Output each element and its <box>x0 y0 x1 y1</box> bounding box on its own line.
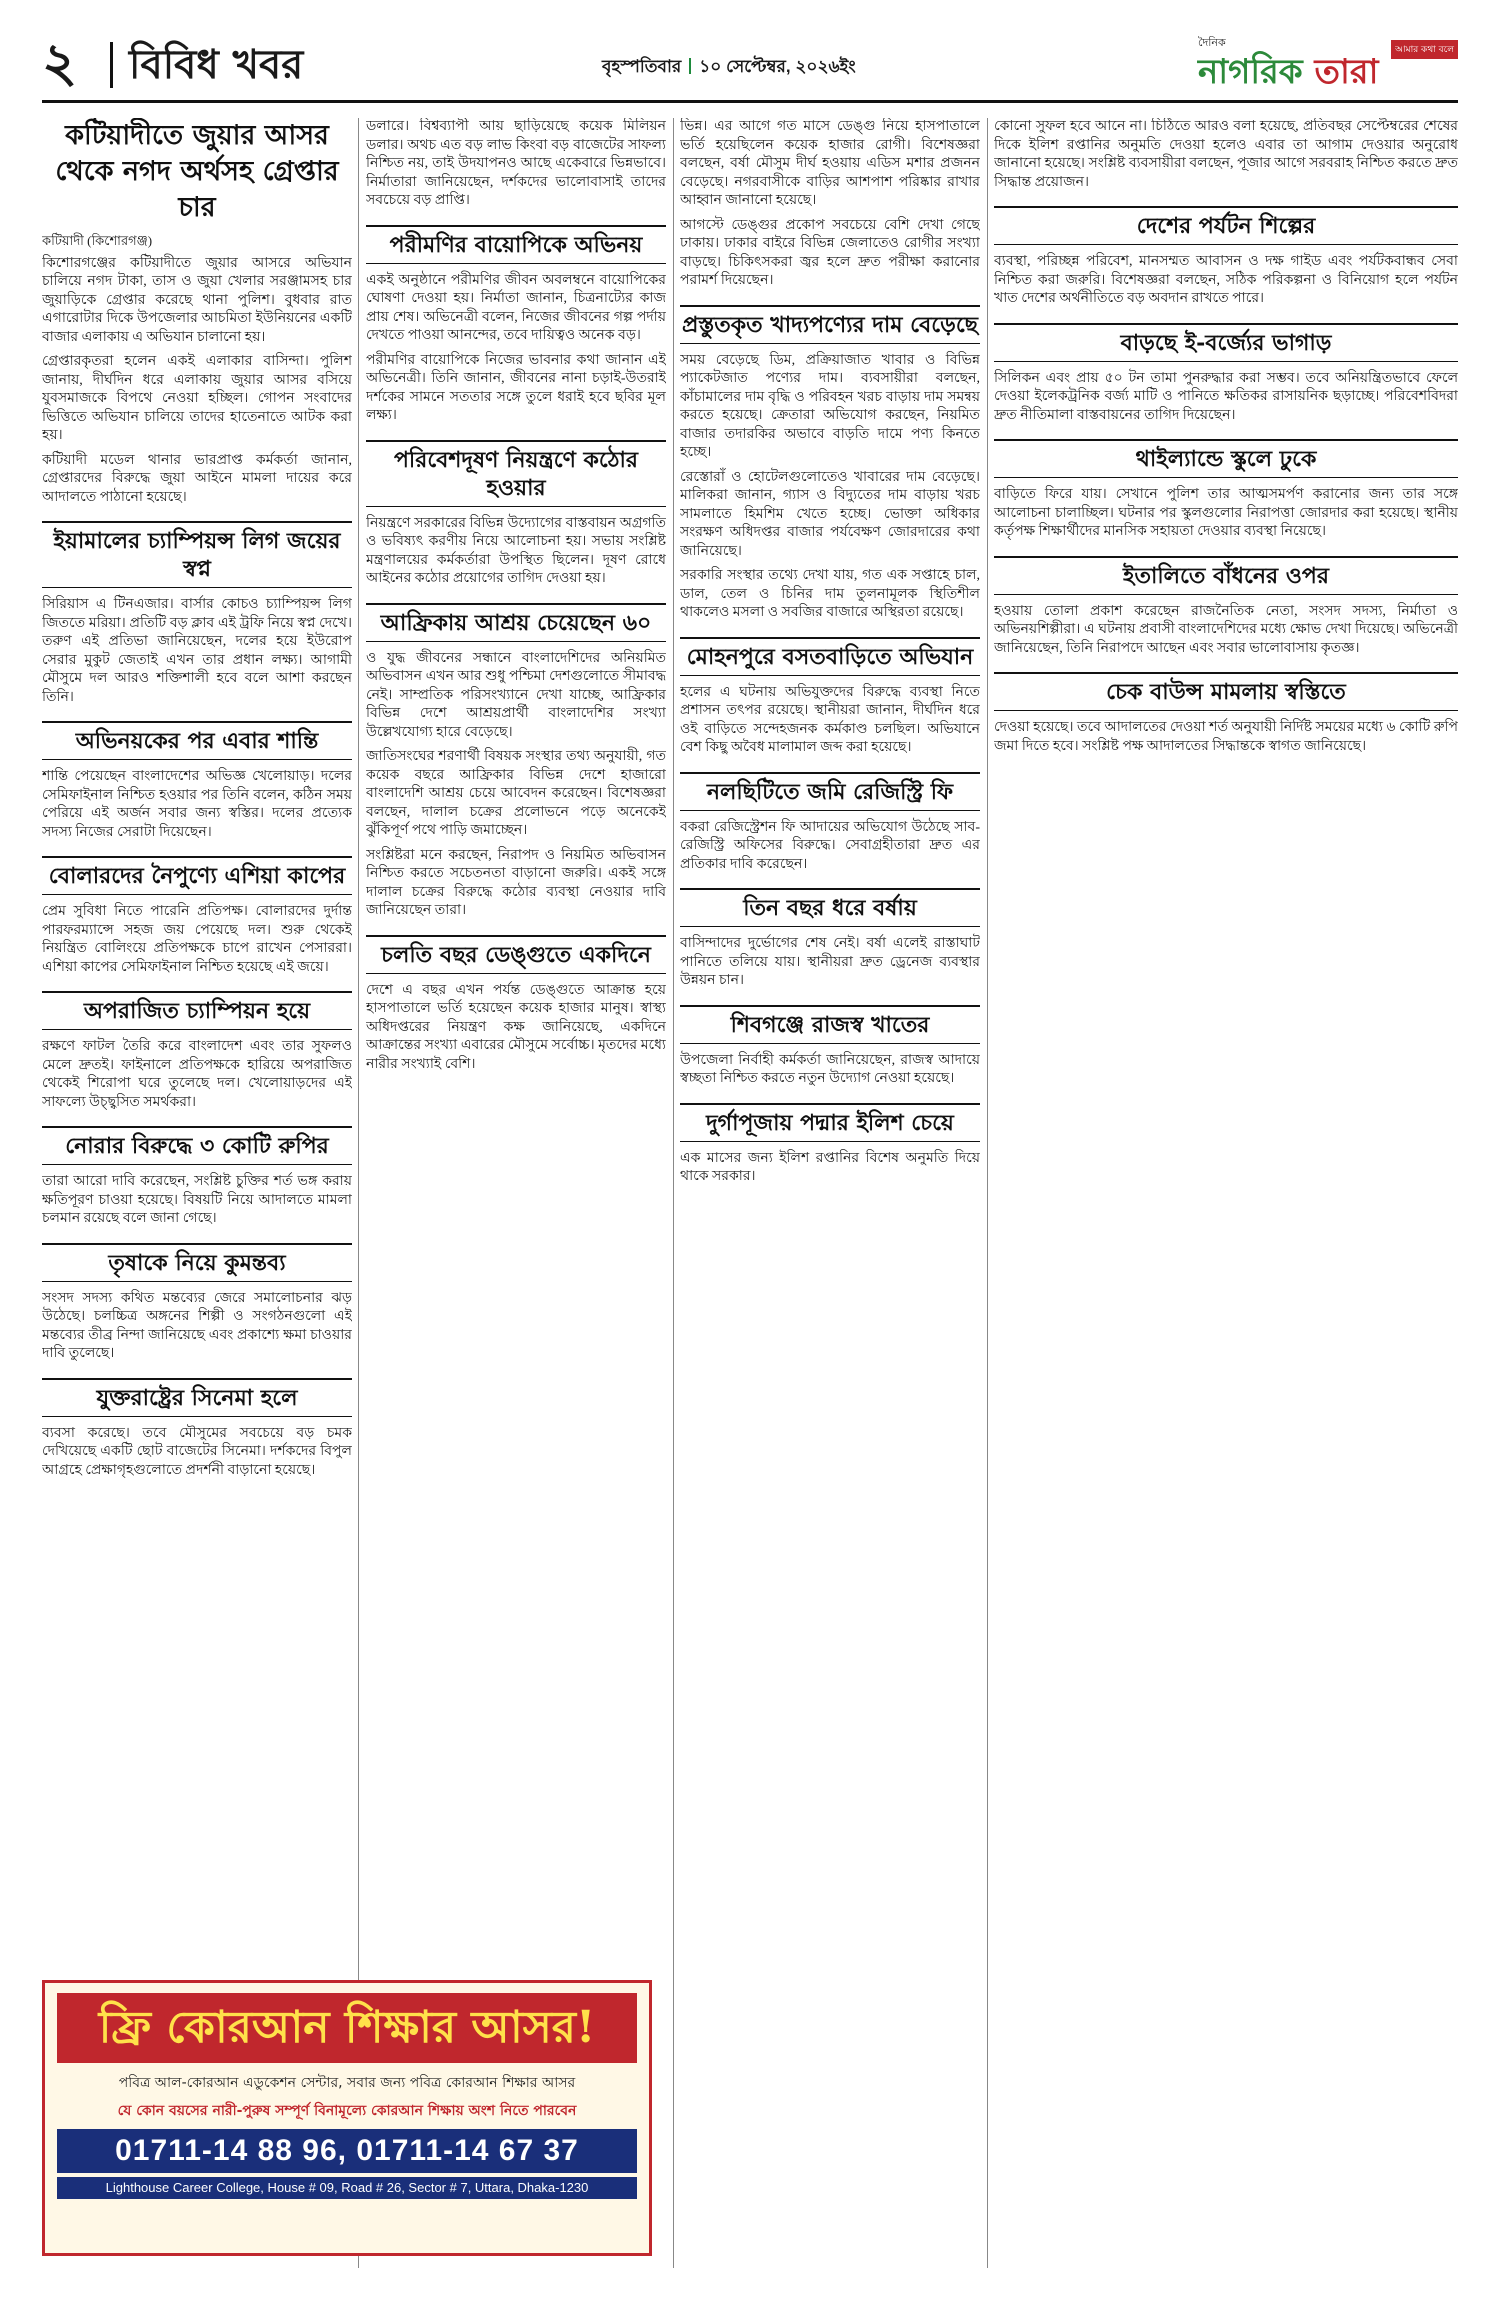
article-paragraph: সিরিয়াস এ টিনএজার। বার্সার কোচও চ্যাম্পিয়ন্স লিগ জিততে মরিয়া। প্রতিটি বড় ক্লাব এই ট্রফি নিয়ে স্বপ্ন দেখে। তরুণ এই প্রতিভা জানিয়েছেন, দলের হয়ে ইউরোপ সেরার মুকুট জেতাই এখন তার প্রধান লক্ষ্য। আগামী মৌসুমে দল আরও শক্তিশালী হবে বলে আশা করছেন তিনি। <box>42 597 352 705</box>
article-paragraph: হওয়ায় তোলা প্রকাশ করেছেন রাজনৈতিক নেতা, সংসদ সদস্য, নির্মাতা ও অভিনয়শিল্পীরা। এ ঘটনায় প্রবাসী বাংলাদেশিদের মধ্যে ক্ষোভ দেখা দিয়েছে। অভিনেত্রী জানিয়েছেন, তিনি নিরাপদে আছেন এবং সবার ভালোবাসায় কৃতজ্ঞ। <box>994 603 1458 656</box>
article-paragraph: উপজেলা নির্বাহী কর্মকর্তা জানিয়েছেন, রাজস্ব আদায়ে স্বচ্ছতা নিশ্চিত করতে নতুন উদ্যোগ নেওয়া হয়েছে। <box>680 1052 980 1086</box>
article-headline[interactable]: দুর্গাপূজায় পদ্মার ইলিশ চেয়ে <box>680 1103 980 1142</box>
date-separator <box>689 58 691 74</box>
column-1 <box>42 118 352 1968</box>
article-paragraph: শান্তি পেয়েছেন বাংলাদেশের অভিজ্ঞ খেলোয়াড়। দলের সেমিফাইনাল নিশ্চিত হওয়ার পর তিনি বলেন, কঠিন সময় পেরিয়ে এই অর্জন সবার জন্য স্বস্তির। দলের প্রত্যেক সদস্য নিজের সেরাটা দিয়েছেন। <box>42 769 352 840</box>
article-paragraph: ডলারে। বিশ্বব্যাপী আয় ছাড়িয়েছে কয়েক মিলিয়ন ডলার। অথচ এত বড় লাভ কিংবা বড় বাজেটের সাফল্য নিশ্চিত নয়, তাই উদযাপনও আছে একেবারে ভিন্নভাবে। নির্মাতারা জানিয়েছেন, দর্শকদের ভালোবাসাই তাদের সবচেয়ে বড় প্রাপ্তি। <box>366 119 666 208</box>
dateline: কটিয়াদী (কিশোরগঞ্জ) <box>42 233 153 248</box>
article-paragraph: সংসদ সদস্য কথিত মন্তব্যের জেরে সমালোচনার ঝড় উঠেছে। চলচ্চিত্র অঙ্গনের শিল্পী ও সংগঠনগুলো এই মন্তব্যের তীব্র নিন্দা জানিয়েছে এবং প্রকাশ্যে ক্ষমা চাওয়ার দাবি তুলেছে। <box>42 1290 352 1361</box>
article-headline[interactable]: আফ্রিকায় আশ্রয় চেয়েছেন ৬০ <box>366 603 666 642</box>
ad-subtext: যে কোন বয়সের নারী-পুরুষ সম্পূর্ণ বিনামূল্যে কোরআন শিক্ষায় অংশ নিতে পারবেন <box>117 2103 577 2119</box>
article-headline[interactable]: পরিবেশদূষণ নিয়ন্ত্রণে কঠোর হওয়ার <box>366 440 666 507</box>
article-paragraph: হলের এ ঘটনায় অভিযুক্তদের বিরুদ্ধে ব্যবস্থা নিতে প্রশাসন তৎপর রয়েছে। স্থানীয়রা জানান, দীর্ঘদিন ধরে ওই বাড়িতে সন্দেহজনক কর্মকাণ্ড চলছিল। অভিযানে বেশ কিছু অবৈধ মালামাল জব্দ করা হয়েছে। <box>680 684 980 755</box>
weekday: বৃহস্পতিবার <box>602 57 682 76</box>
article-headline[interactable]: নোরার বিরুদ্ধে ৩ কোটি রুপির <box>42 1126 352 1165</box>
article-headline[interactable]: অপরাজিত চ্যাম্পিয়ন হয়ে <box>42 991 352 1030</box>
newspaper-logo[interactable] <box>1198 34 1458 92</box>
article-paragraph: গ্রেপ্তারকৃতরা হলেন একই এলাকার বাসিন্দা। পুলিশ জানায়, দীর্ঘদিন ধরে এলাকায় জুয়ার আসর বসিয়ে যুবসমাজকে বিপথে নেওয়া হচ্ছিল। গোপন সংবাদের ভিত্তিতে অভিযান চালিয়ে তাদের হাতেনাতে আটক করা হয়। <box>42 354 352 443</box>
article-paragraph: কিশোরগঞ্জের কটিয়াদীতে জুয়ার আসরে অভিযান চালিয়ে নগদ টাকা, তাস ও জুয়া খেলার সরঞ্জামসহ চার জুয়াড়িকে গ্রেপ্তার করেছে থানা পুলিশ। বুধবার রাত এগারোটার দিকে উপজেলার আচমিতা ইউনিয়নের একটি বাজার এলাকায় এ অভিযান চালানো হয়। <box>42 255 352 345</box>
article-paragraph: ও যুদ্ধ জীবনের সন্ধানে বাংলাদেশিদের অনিয়মিত অভিবাসন এখন আর শুধু পশ্চিমা দেশগুলোতে সীমাবদ্ধ নেই। সাম্প্রতিক পরিসংখ্যানে দেখা যাচ্ছে, আফ্রিকার বিভিন্ন দেশে আশ্রয়প্রার্থী বাংলাদেশির সংখ্যা উল্লেখযোগ্য হারে বেড়েছে। <box>366 650 666 740</box>
article-paragraph: কোনো সুফল হবে আনে না। চিঠিতে আরও বলা হয়েছে, প্রতিবছর সেপ্টেম্বরের শেষের দিকে ইলিশ রপ্তানির অনুমতি দেওয়া হলেও এবার তা আগাম দেওয়ার অনুরোধ জানানো হয়েছে। সংশ্লিষ্ট ব্যবসায়ীরা বলছেন, পূজার আগে সরবরাহ নিশ্চিত করতে দ্রুত সিদ্ধান্ত প্রয়োজন। <box>994 119 1458 190</box>
article-headline[interactable]: চেক বাউন্স মামলায় স্বস্তিতে <box>994 672 1458 711</box>
article-headline[interactable]: মোহনপুরে বসতবাড়িতে অভিযান <box>680 637 980 676</box>
article-paragraph: সিলিকন এবং প্রায় ৫০ টন তামা পুনরুদ্ধার করা সম্ভব। তবে অনিয়ন্ত্রিতভাবে ফেলে দেওয়া ইলেকট্রনিক বর্জ্য মাটি ও পানিতে ক্ষতিকর রাসায়নিক ছড়াচ্ছে। পরিবেশবিদরা দ্রুত নীতিমালা বাস্তবায়নের তাগিদ দিয়েছেন। <box>994 370 1458 423</box>
article-paragraph: পরীমণির বায়োপিকে নিজের ভাবনার কথা জানান এই অভিনেত্রী। তিনি জানান, জীবনের নানা চড়াই-উতরাই দর্শকের সামনে সততার সঙ্গে তুলে ধরাই হবে ছবির মূল লক্ষ্য। <box>366 352 666 423</box>
masthead-rule <box>42 100 1458 103</box>
article-paragraph: রক্ষণে ফাটল তৈরি করে বাংলাদেশ এবং তার সুফলও মেলে দ্রুতই। ফাইনালে প্রতিপক্ষকে হারিয়ে অপরাজিত থেকেই শিরোপা ঘরে তুলেছে দল। খেলোয়াড়দের এই সাফল্যে উচ্ছ্বসিত সমর্থকরা। <box>42 1039 352 1110</box>
article-headline[interactable]: তিন বছর ধরে বর্ষায় <box>680 888 980 927</box>
lead-headline[interactable]: কটিয়াদীতে জুয়ার আসর থেকে নগদ অর্থসহ গ্রেপ্তার চার <box>55 120 339 223</box>
article-paragraph: এক মাসের জন্য ইলিশ রপ্তানির বিশেষ অনুমতি দিয়ে থাকে সরকার। <box>680 1150 980 1184</box>
column-4 <box>994 118 1458 2268</box>
column-divider <box>358 118 359 2268</box>
article-paragraph: দেশে এ বছর এখন পর্যন্ত ডেঙ্গুতে আক্রান্ত হয়ে হাসপাতালে ভর্তি হয়েছেন কয়েক হাজার মানুষ। স্বাস্থ্য অধিদপ্তরের নিয়ন্ত্রণ কক্ষ জানিয়েছে, একদিনে আক্রান্তের সংখ্যা এবারের মৌসুমে সর্বোচ্চ। মৃতদের মধ্যে নারীর সংখ্যাই বেশি। <box>366 982 666 1072</box>
logo-wordmark: নাগরিক তারা <box>1198 52 1379 92</box>
column-2 <box>366 118 666 2268</box>
column-3 <box>680 118 980 2268</box>
article-headline[interactable]: চলতি বছর ডেঙ্গুতে একদিনে <box>366 935 666 974</box>
ad-phone-numbers[interactable]: 01711-14 88 96, 01711-14 67 37 <box>57 2129 637 2173</box>
article-paragraph: তারা আরো দাবি করেছেন, সংশ্লিষ্ট চুক্তির শর্ত ভঙ্গ করায় ক্ষতিপূরণ চাওয়া হয়েছে। বিষয়টি নিয়ে আদালতে মামলা চলমান রয়েছে বলে জানা গেছে। <box>42 1174 352 1226</box>
article-paragraph: ভিন্ন। এর আগে গত মাসে ডেঙ্গু নিয়ে হাসপাতালে ভর্তি হয়েছিলেন কয়েক হাজার রোগী। বিশেষজ্ঞরা বলছেন, বর্ষা মৌসুম দীর্ঘ হওয়ায় এডিস মশার প্রজনন বেড়েছে। নগরবাসীকে বাড়ির আশপাশ পরিষ্কার রাখার আহ্বান জানানো হয়েছে। <box>680 119 980 208</box>
article-paragraph: সংশ্লিষ্টরা মনে করছেন, নিরাপদ ও নিয়মিত অভিবাসন নিশ্চিত করতে সচেতনতা বাড়ানো জরুরি। একই সঙ্গে দালাল চক্রের বিরুদ্ধে কঠোর ব্যবস্থা নেওয়ার দাবি জানিয়েছেন তারা। <box>366 847 666 918</box>
article-headline[interactable]: প্রস্তুতকৃত খাদ্যপণ্যের দাম বেড়েছে <box>680 305 980 344</box>
quran-school-advertisement[interactable] <box>42 1980 652 2256</box>
article-paragraph: একই অনুষ্ঠানে পরীমণির জীবন অবলম্বনে বায়োপিকের ঘোষণা দেওয়া হয়। নির্মাতা জানান, চিত্রনাট্যের কাজ প্রায় শেষ। অভিনেত্রী বলেন, নিজের জীবনের গল্প পর্দায় দেখতে পাওয়া আনন্দের, তবে দায়িত্বও অনেক বড়। <box>366 272 666 343</box>
article-headline[interactable]: পরীমণির বায়োপিকে অভিনয় <box>366 225 666 264</box>
article-headline[interactable]: ইতালিতে বাঁধনের ওপর <box>994 556 1458 595</box>
article-paragraph: বকরা রেজিস্ট্রেশন ফি আদায়ের অভিযোগ উঠেছে সাব-রেজিস্ট্রি অফিসের বিরুদ্ধে। সেবাগ্রহীতারা দ্রুত এর প্রতিকার দাবি করেছেন। <box>680 819 980 872</box>
article-headline[interactable]: যুক্তরাষ্ট্রের সিনেমা হলে <box>42 1378 352 1417</box>
article-paragraph: সরকারি সংস্থার তথ্যে দেখা যায়, গত এক সপ্তাহে চাল, ডাল, তেল ও চিনির দাম তুলনামূলক স্থিতিশীল থাকলেও মসলা ও সবজির বাজারে অস্থিরতা রয়েছে। <box>680 568 980 620</box>
article-paragraph: সময় বেড়েছে ডিম, প্রক্রিয়াজাত খাবার ও বিভিন্ন প্যাকেটজাত পণ্যের দাম। ব্যবসায়ীরা বলছেন, কাঁচামালের দাম বৃদ্ধি ও পরিবহন খরচ বাড়ায় দাম সমন্বয় করতে হয়েছে। ক্রেতারা অভিযোগ করছেন, নিয়মিত বাজার তদারকির অভাবে বাড়তি দামে পণ্য কিনতে হচ্ছে। <box>680 352 980 460</box>
article-paragraph: দেওয়া হয়েছে। তবে আদালতের দেওয়া শর্ত অনুযায়ী নির্দিষ্ট সময়ের মধ্যে ৬ কোটি রুপি জমা দিতে হবে। সংশ্লিষ্ট পক্ষ আদালতের সিদ্ধান্তকে স্বাগত জানিয়েছে। <box>994 720 1458 754</box>
article-headline[interactable]: বোলারদের নৈপুণ্যে এশিয়া কাপের <box>42 856 352 895</box>
article-headline[interactable]: থাইল্যান্ডে স্কুলে ঢুকে <box>994 439 1458 478</box>
article-paragraph: ব্যবসা করেছে। তবে মৌসুমের সবচেয়ে বড় চমক দেখিয়েছে একটি ছোট বাজেটের সিনেমা। দর্শকদের বিপুল আগ্রহে প্রেক্ষাগৃহগুলোতে প্রদর্শনী বাড়ানো হয়েছে। <box>42 1425 352 1478</box>
logo-prefix: দৈনিক <box>1198 36 1226 49</box>
article-paragraph: রেস্তোরাঁ ও হোটেলগুলোতেও খাবারের দাম বেড়েছে। মালিকরা জানান, গ্যাস ও বিদ্যুতের দাম বাড়ায় খরচ সামলাতে হিমশিম খেতে হচ্ছে। ভোক্তা অধিকার সংরক্ষণ অধিদপ্তর বাজার পর্যবেক্ষণ জোরদারের কথা জানিয়েছে। <box>680 469 980 559</box>
article-headline[interactable]: দেশের পর্যটন শিল্পের <box>994 206 1458 245</box>
article-paragraph: নিয়ন্ত্রণে সরকারের বিভিন্ন উদ্যোগের বাস্তবায়ন অগ্রগতি ও ভবিষ্যৎ করণীয় নিয়ে আলোচনা হয়। সভায় সংশ্লিষ্ট মন্ত্রণালয়ের কর্মকর্তারা উপস্থিত ছিলেন। দূষণ রোধে আইনের কঠোর প্রয়োগের তাগিদ দেওয়া হয়। <box>366 515 666 586</box>
article-paragraph: জাতিসংঘের শরণার্থী বিষয়ক সংস্থার তথ্য অনুযায়ী, গত কয়েক বছরে আফ্রিকার বিভিন্ন দেশে হাজারো বাংলাদেশি আশ্রয় চেয়ে আবেদন করেছেন। বিশেষজ্ঞরা বলছেন, দালাল চক্রের প্রলোভনে পড়ে অনেকেই ঝুঁকিপূর্ণ পথে পাড়ি জমাচ্ছেন। <box>366 749 666 838</box>
column-divider <box>673 118 674 2268</box>
article-paragraph: প্রেম সুবিধা নিতে পারেনি প্রতিপক্ষ। বোলারদের দুর্দান্ত পারফরম্যান্সে সহজ জয় পেয়েছে দল। শুরু থেকেই নিয়ন্ত্রিত বোলিংয়ে প্রতিপক্ষকে চাপে রাখেন পেসাররা। এশিয়া কাপের সেমিফাইনাল নিশ্চিত হয়েছে এই জয়ে। <box>42 904 352 975</box>
article-headline[interactable]: বাড়ছে ই-বর্জ্যের ভাগাড় <box>994 323 1458 362</box>
ad-title: ফ্রি কোরআন শিক্ষার আসর! <box>57 1993 637 2063</box>
column-divider <box>987 118 988 2268</box>
article-headline[interactable]: অভিনয়কের পর এবার শান্তি <box>42 721 352 760</box>
article-headline[interactable]: শিবগঞ্জে রাজস্ব খাতের <box>680 1005 980 1044</box>
article-paragraph: বাসিন্দাদের দুর্ভোগের শেষ নেই। বর্ষা এলেই রাস্তাঘাট পানিতে তলিয়ে যায়। স্থানীয়রা দ্রুত ড্রেনেজ ব্যবস্থার উন্নয়ন চান। <box>680 936 980 988</box>
section-header <box>110 42 390 88</box>
logo-tagline: আমার কথা বলে <box>1391 40 1458 59</box>
article-paragraph: বাড়িতে ফিরে যায়। সেখানে পুলিশ তার আত্মসমর্পণ করানোর জন্য তার সঙ্গে আলোচনা চালাচ্ছিল। ঘটনার পর স্কুলগুলোর নিরাপত্তা জোরদার করা হয়েছে। স্থানীয় কর্তৃপক্ষ শিক্ষার্থীদের মানসিক সহায়তা দেওয়ার ব্যবস্থা নিয়েছে। <box>994 487 1458 539</box>
article-headline[interactable]: ইয়ামালের চ্যাম্পিয়ন্স লিগ জয়ের স্বপ্ন <box>42 521 352 588</box>
date-line <box>602 54 856 82</box>
article-paragraph: আগস্টে ডেঙ্গুর প্রকোপ সবচেয়ে বেশি দেখা গেছে ঢাকায়। ঢাকার বাইরে বিভিন্ন জেলাতেও রোগীর সংখ্যা বাড়ছে। চিকিৎসকরা জ্বর হলে দ্রুত পরীক্ষা করানোর পরামর্শ দিয়েছেন। <box>680 217 980 288</box>
article-headline[interactable]: নলছিটিতে জমি রেজিস্ট্রি ফি <box>680 772 980 811</box>
section-title: বিবিধ খবর <box>129 41 304 88</box>
article-headline[interactable]: তৃষাকে নিয়ে কুমন্তব্য <box>42 1243 352 1282</box>
ad-address: Lighthouse Career College, House # 09, Road # 26, Sector # 7, Uttara, Dhaka-1230 <box>57 2177 637 2199</box>
masthead <box>42 30 1458 96</box>
article-paragraph: ব্যবস্থা, পরিচ্ছন্ন পরিবেশ, মানসম্মত আবাসন ও দক্ষ গাইড এবং পর্যটকবান্ধব সেবা নিশ্চিত করা জরুরি। বিশেষজ্ঞরা বলছেন, সঠিক পরিকল্পনা ও বিনিয়োগ হলে পর্যটন খাত দেশের অর্থনীতিতে বড় অবদান রাখতে পারে। <box>994 254 1458 306</box>
ad-description: পবিত্র আল-কোরআন এডুকেশন সেন্টার, সবার জন্য পবিত্র কোরআন শিক্ষার আসর <box>118 2075 576 2091</box>
article-paragraph: কটিয়াদী মডেল থানার ভারপ্রাপ্ত কর্মকর্তা জানান, গ্রেপ্তারদের বিরুদ্ধে জুয়া আইনে মামলা দায়ের করে আদালতে পাঠানো হয়েছে। <box>42 452 352 505</box>
date: ১০ সেপ্টেম্বর, ২০২৬ইং <box>699 57 856 76</box>
page-number: ২ <box>42 30 78 94</box>
